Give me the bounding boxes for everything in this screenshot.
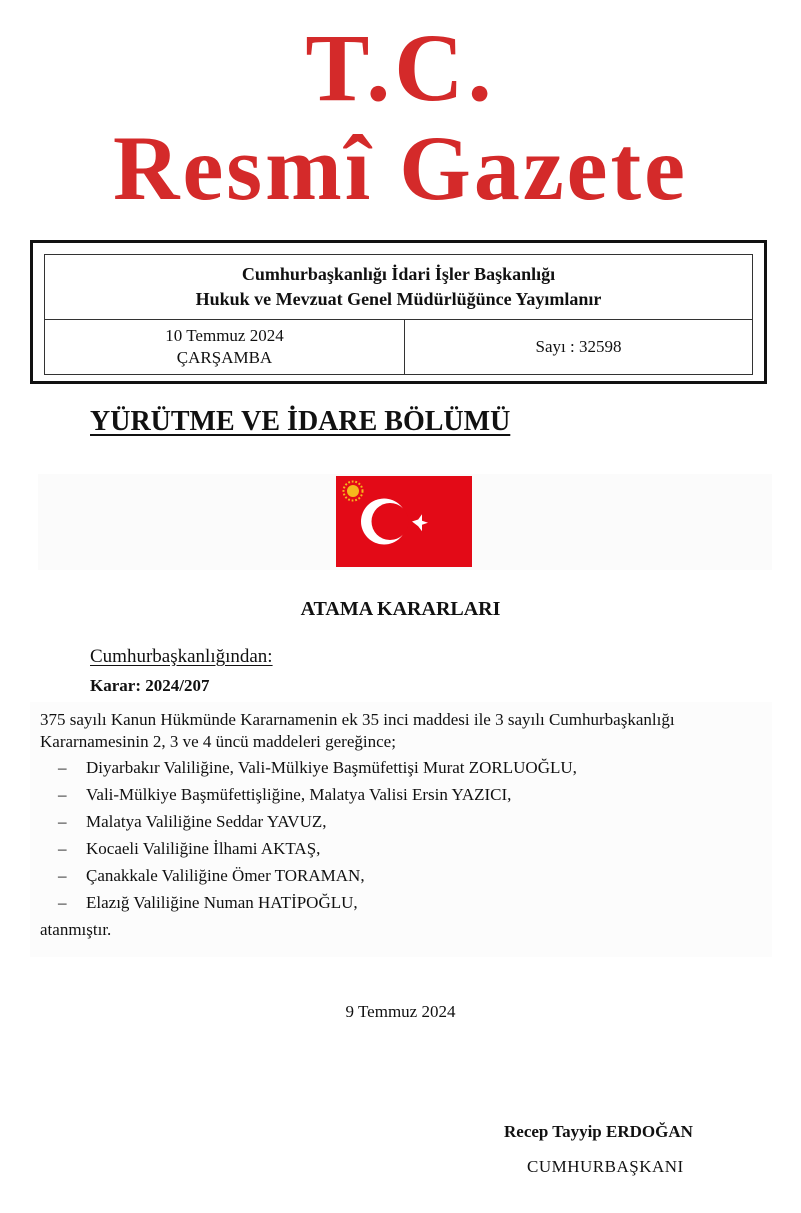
dash: – — [58, 866, 67, 885]
publisher-line-1: Cumhurbaşkanlığı İdari İşler Başkanlığı — [241, 264, 556, 284]
list-item — [58, 784, 577, 811]
publication-weekday: ÇARŞAMBA — [176, 348, 273, 367]
issue-number: Sayı : 32598 — [535, 337, 622, 356]
dash: – — [58, 893, 67, 912]
decree-heading: ATAMA KARARLARI — [300, 598, 501, 620]
decree-number: Karar: 2024/207 — [90, 676, 210, 695]
appointment-text: Kocaeli Valiliğine İlhami AKTAŞ, — [86, 839, 321, 858]
publisher-line-2: Hukuk ve Mevzuat Genel Müdürlüğünce Yayımlanır — [195, 289, 602, 309]
appointment-list — [58, 757, 577, 919]
list-item — [58, 865, 577, 892]
dash: – — [58, 785, 67, 804]
date-cell — [45, 320, 405, 374]
preamble-line-2: Kararnamesinin 2, 3 ve 4 üncü maddeleri gereğince; — [40, 732, 396, 751]
section-title: YÜRÜTME VE İDARE BÖLÜMÜ — [90, 406, 511, 437]
publisher-cell — [45, 255, 752, 320]
appointment-text: Malatya Valiliğine Seddar YAVUZ, — [86, 812, 327, 831]
dash: – — [58, 758, 67, 777]
list-item — [58, 838, 577, 865]
dash: – — [58, 812, 67, 831]
appointment-text: Elazığ Valiliğine Numan HATİPOĞLU, — [86, 893, 358, 912]
appointment-text: Vali-Mülkiye Başmüfettişliğine, Malatya Valisi Ersin YAZICI, — [86, 785, 512, 804]
signer-title: CUMHURBAŞKANI — [527, 1157, 684, 1176]
signature-date: 9 Temmuz 2024 — [345, 1002, 456, 1021]
masthead-title: Resmî Gazete — [113, 117, 688, 219]
turkish-flag-icon — [336, 476, 472, 567]
masthead-tc: T.C. — [305, 14, 496, 121]
appointment-text: Çanakkale Valiliğine Ömer TORAMAN, — [86, 866, 365, 885]
list-item — [58, 892, 577, 919]
list-item — [58, 757, 577, 784]
header-box — [30, 240, 767, 384]
list-item — [58, 811, 577, 838]
appointment-text: Diyarbakır Valiliğine, Vali-Mülkiye Başmüfettişi Murat ZORLUOĞLU, — [86, 758, 577, 777]
issuer-line: Cumhurbaşkanlığından: — [90, 646, 273, 667]
issue-cell — [405, 320, 752, 374]
signer-name: Recep Tayyip ERDOĞAN — [504, 1122, 693, 1141]
header-inner-box — [44, 254, 753, 375]
publication-date: 10 Temmuz 2024 — [165, 326, 284, 345]
preamble-line-1: 375 sayılı Kanun Hükmünde Kararnamenin ek 35 inci maddesi ile 3 sayılı Cumhurbaşkanlığı — [40, 710, 675, 729]
preamble — [40, 709, 780, 753]
crescent-inner — [372, 503, 409, 540]
dash: – — [58, 839, 67, 858]
closing-line: atanmıştır. — [40, 920, 112, 939]
